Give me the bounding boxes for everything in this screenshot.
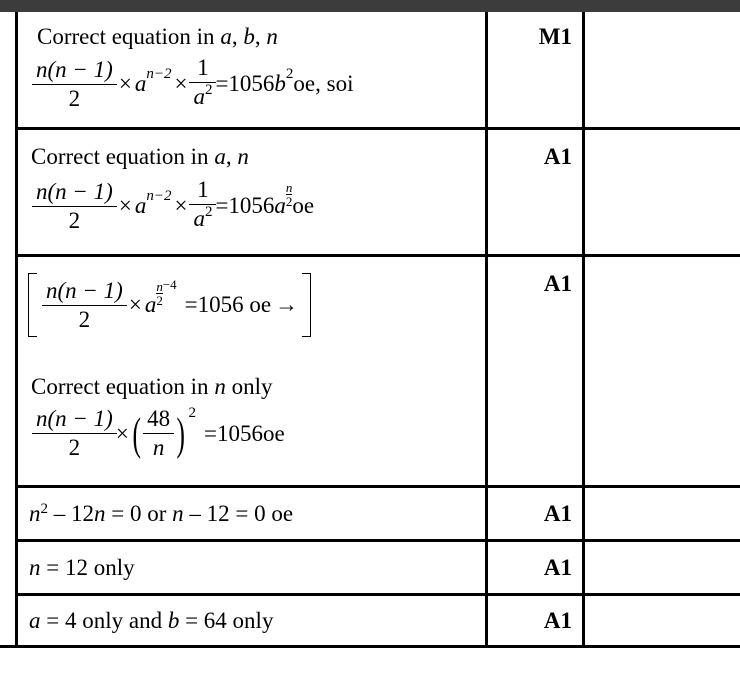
row-divider-1 xyxy=(15,127,740,130)
row-4-mark: A1 xyxy=(543,501,572,526)
var-n: n xyxy=(94,501,106,526)
label-text: Correct equation in xyxy=(31,144,215,169)
var-a: a xyxy=(214,144,226,169)
row-5-text xyxy=(29,555,135,581)
fraction-1-over-a2 xyxy=(191,54,214,114)
arrow-right-icon: → xyxy=(275,292,299,317)
row-4-text xyxy=(29,501,293,530)
right-bracket xyxy=(302,273,311,337)
base-a: a xyxy=(134,71,147,96)
text: = 0 or xyxy=(105,501,173,526)
denominator: 2 xyxy=(42,305,127,334)
left-paren: ( xyxy=(132,407,141,459)
var-b: b xyxy=(167,608,180,633)
var-n: n xyxy=(237,144,249,169)
row-3-equation xyxy=(33,405,285,462)
right-paren: ) xyxy=(176,407,186,459)
var-b: b xyxy=(274,71,286,96)
tail-text: oe, soi xyxy=(293,71,354,96)
label-text: only xyxy=(225,374,273,399)
var-n: n xyxy=(172,501,184,526)
row-5-mark: A1 xyxy=(543,555,572,580)
row-divider-4 xyxy=(15,539,740,542)
tail-text: oe xyxy=(292,193,315,218)
sep: , xyxy=(254,24,267,49)
times-sign: × xyxy=(128,292,142,317)
fraction-n-n-1-over-2 xyxy=(34,405,115,462)
fractional-exponent xyxy=(286,181,293,208)
denominator xyxy=(189,82,216,114)
fraction-n-n-1-over-2 xyxy=(44,277,125,334)
left-bracket xyxy=(28,273,37,337)
column-divider-marks xyxy=(485,12,488,648)
numerator: 48 xyxy=(147,406,171,431)
row-divider-3 xyxy=(15,485,740,488)
table-left-border xyxy=(15,12,18,648)
fraction-1-over-a2 xyxy=(191,176,214,236)
equals-value: =1056 xyxy=(215,71,275,96)
var-n: n xyxy=(29,501,41,526)
sep: , xyxy=(225,144,238,169)
var-a: a xyxy=(29,608,41,633)
denominator: 2 xyxy=(32,84,117,113)
exponent: 2 xyxy=(285,65,294,82)
base-a: a xyxy=(134,193,147,218)
base-a: a xyxy=(193,206,205,231)
equals-value: =1056 xyxy=(203,420,263,446)
denominator: 2 xyxy=(32,206,117,235)
fraction-48-over-n xyxy=(145,405,172,462)
times-sign: × xyxy=(174,71,188,96)
row-3-bracket-equation xyxy=(28,273,311,337)
denominator: 2 xyxy=(32,433,117,462)
row-3-label xyxy=(31,374,272,400)
var-a: a xyxy=(220,24,232,49)
row-1-label xyxy=(37,24,278,50)
var-n: n xyxy=(214,374,226,399)
row-1-equation xyxy=(33,54,353,114)
exponent: 2 xyxy=(188,405,196,421)
denominator xyxy=(189,204,216,236)
exp-numerator: n xyxy=(156,278,163,294)
fraction-n-n-1-over-2 xyxy=(34,56,115,113)
exp-denominator: 2 xyxy=(156,292,163,308)
row-divider-2 xyxy=(15,254,740,257)
row-6-mark: A1 xyxy=(543,608,572,633)
base-a: a xyxy=(193,84,205,109)
sep: , xyxy=(231,24,244,49)
row-2-label xyxy=(31,144,249,170)
table-bottom-border xyxy=(0,645,740,648)
exp-numerator: n xyxy=(285,179,293,195)
numerator: n(n − 1) xyxy=(36,178,113,204)
column-divider-notes xyxy=(582,12,585,648)
text: = 64 only xyxy=(179,608,274,633)
times-sign: × xyxy=(118,193,132,218)
row-3-mark: A1 xyxy=(543,271,572,296)
times-sign: × xyxy=(174,193,188,218)
text: – 12 xyxy=(48,501,94,526)
exponent: n−2 xyxy=(146,65,172,82)
window-top-bar xyxy=(0,0,740,12)
exponent: 2 xyxy=(204,82,213,98)
label-text: Correct equation in xyxy=(37,24,221,49)
numerator: n(n − 1) xyxy=(36,406,113,431)
text: – 12 = 0 oe xyxy=(183,501,294,526)
exp-denominator: 2 xyxy=(285,193,293,209)
exp-tail: −4 xyxy=(162,277,177,292)
var-n: n xyxy=(29,555,41,580)
exponent: 2 xyxy=(204,204,213,220)
times-sign: × xyxy=(118,71,132,96)
numerator: n(n − 1) xyxy=(36,56,113,82)
row-divider-5 xyxy=(15,593,740,596)
var-b: b xyxy=(243,24,255,49)
exponent: n−2 xyxy=(146,187,172,204)
var-a: a xyxy=(274,193,286,218)
equals-value: =1056 xyxy=(215,193,275,218)
row-2-mark: A1 xyxy=(543,144,572,169)
row-1-mark: M1 xyxy=(538,24,572,49)
row-2-equation xyxy=(33,176,314,236)
tail-text: oe xyxy=(262,420,285,446)
equals-value: =1056 oe xyxy=(184,292,272,317)
text: = 12 only xyxy=(40,555,135,580)
numerator: 1 xyxy=(197,177,209,202)
numerator: 1 xyxy=(197,55,209,80)
base-a: a xyxy=(144,292,157,317)
exponent: 2 xyxy=(40,501,48,517)
var-n: n xyxy=(266,24,278,49)
numerator: n(n − 1) xyxy=(46,277,123,303)
times-sign: × xyxy=(115,420,129,446)
fraction-n-n-1-over-2 xyxy=(34,178,115,235)
denominator: n xyxy=(143,433,174,462)
label-text: Correct equation in xyxy=(31,374,215,399)
text: = 4 only and xyxy=(40,608,168,633)
row-6-text xyxy=(29,608,273,634)
